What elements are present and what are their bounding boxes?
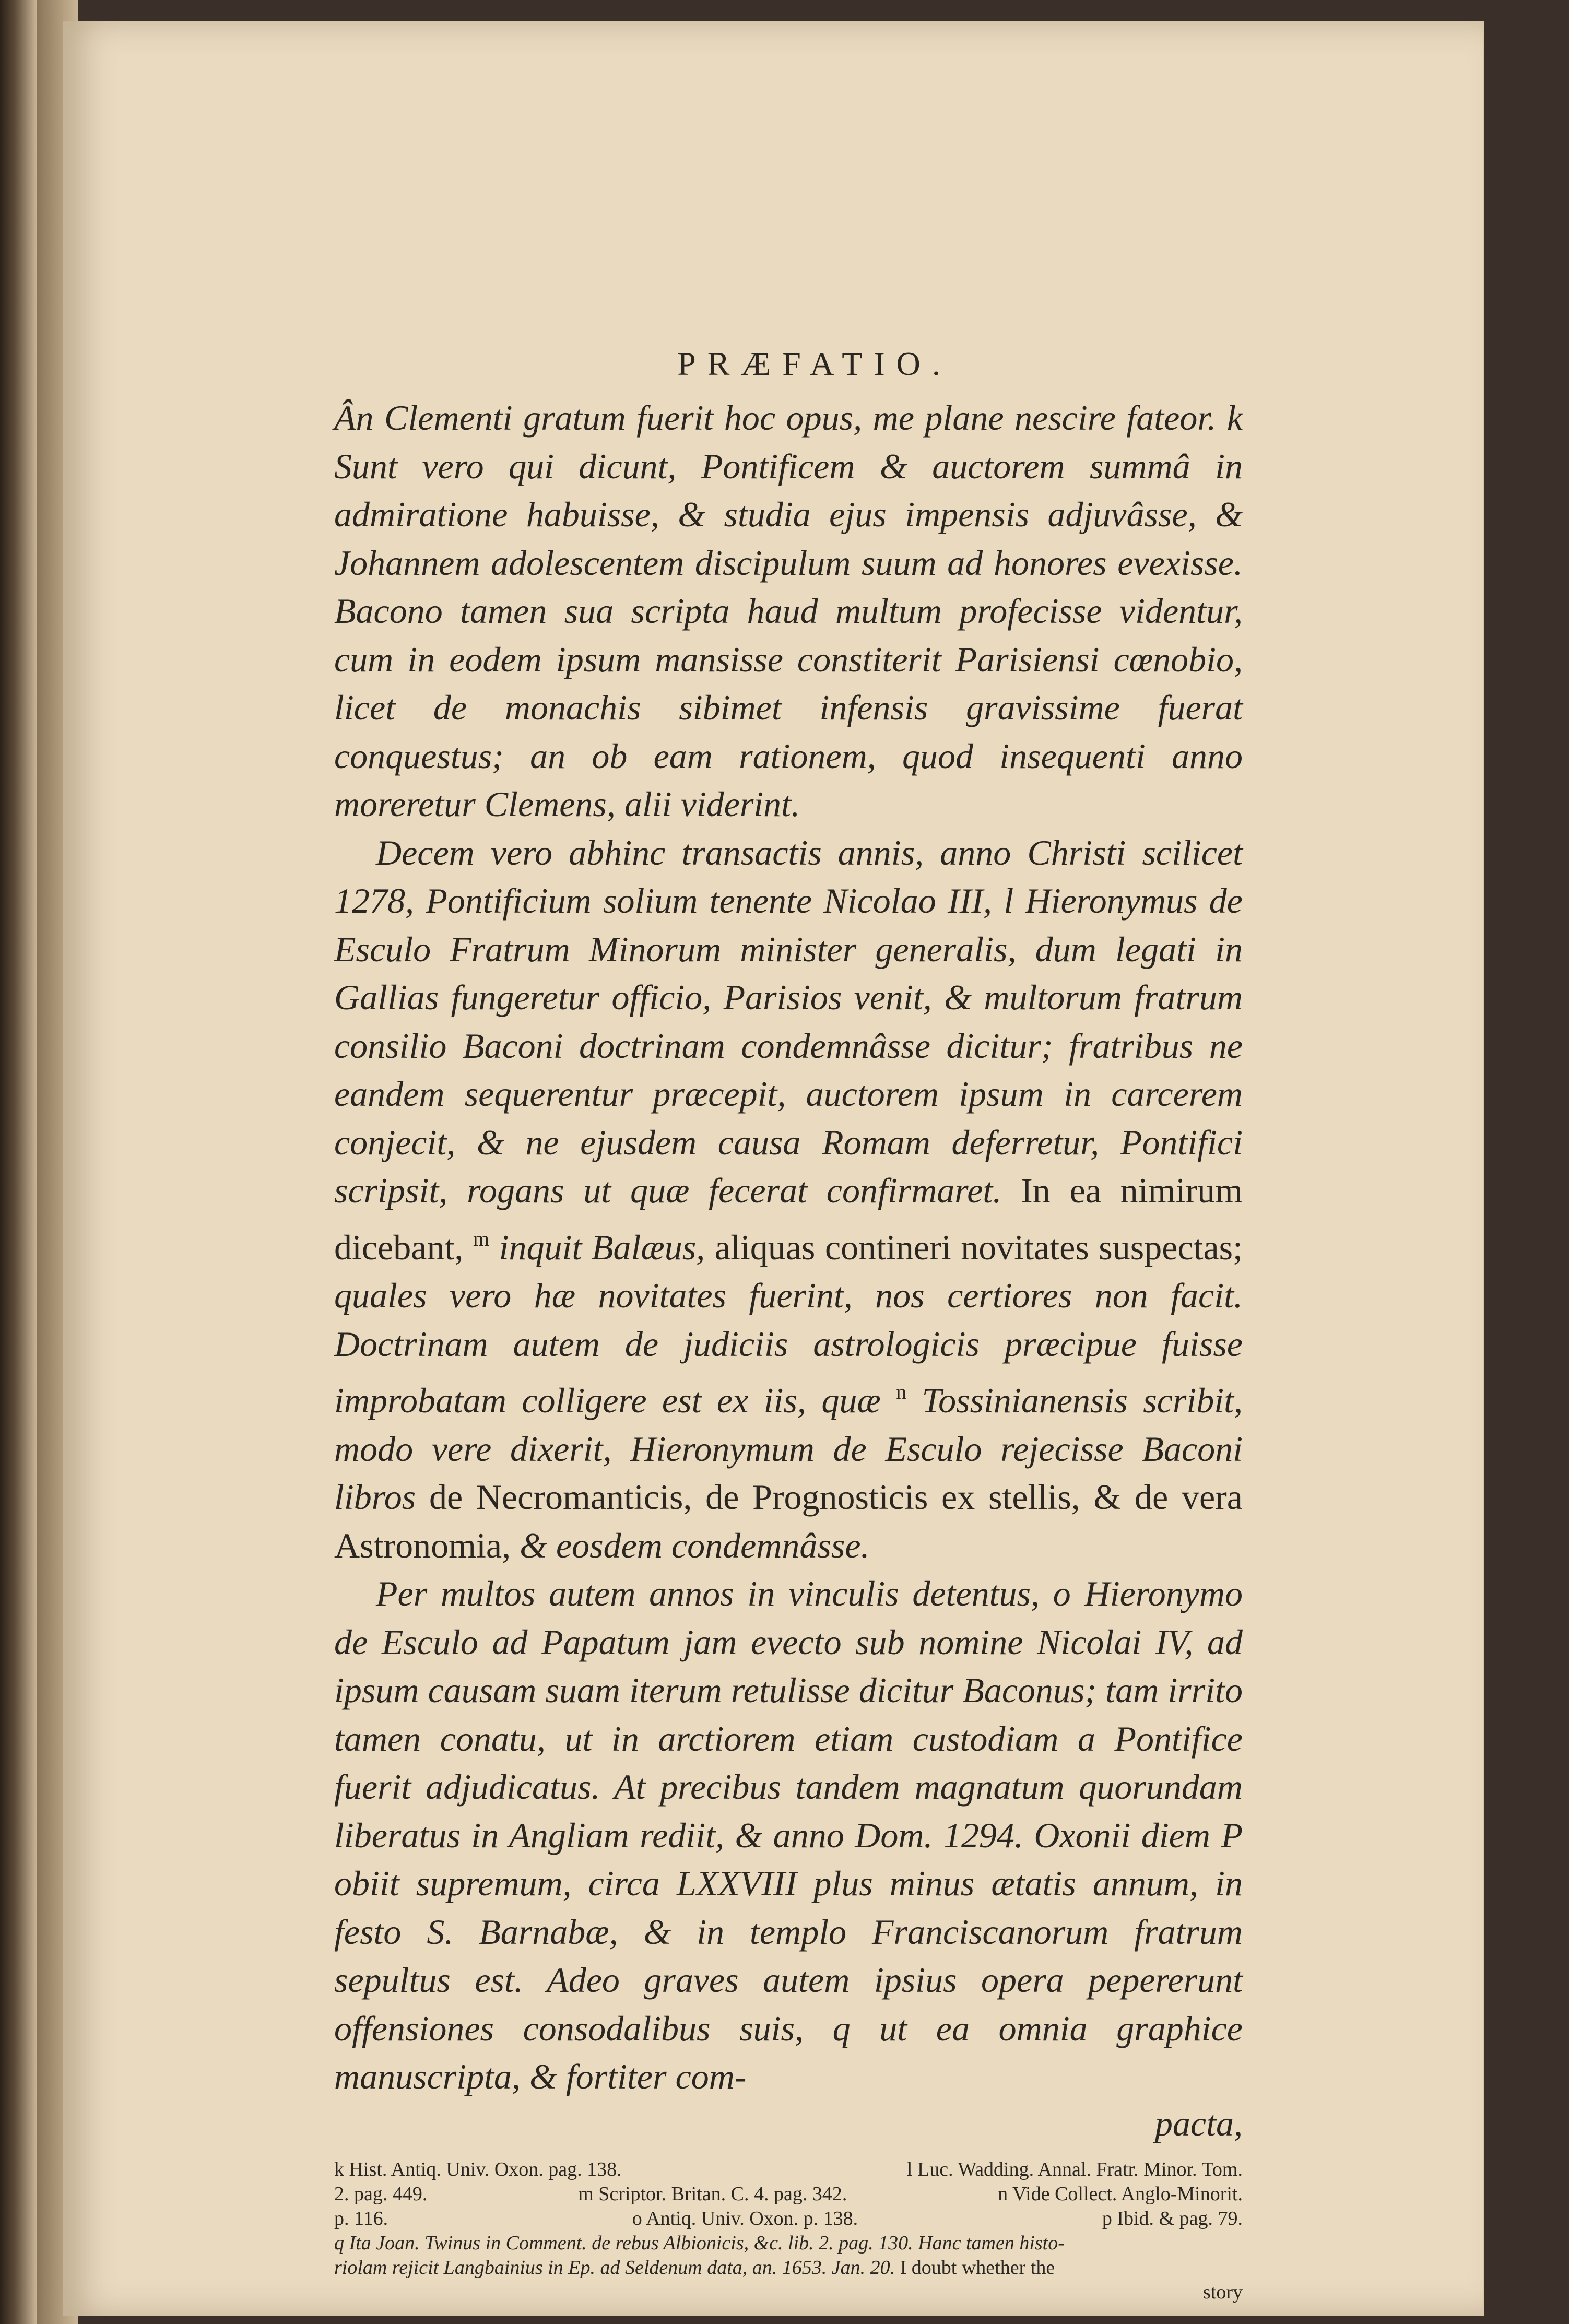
- footnote-l-cont: 2. pag. 449.: [334, 2183, 428, 2205]
- page-text-block: [334, 345, 1243, 2305]
- paragraph-2-upright-1: In ea nimirum dicebant,: [334, 1171, 1243, 1267]
- paragraph-2-italic-2: quales vero hæ novitates fuerint, nos certiores non facit. Doctrinam autem de judiciis astrologicis præcipue fuisse improbatam colligere est ex iis, quæ: [334, 1276, 1243, 1420]
- page-title: PRÆFATIO.: [677, 345, 952, 382]
- footnote-m: m Scriptor. Britan. C. 4. pag. 342.: [578, 2183, 847, 2205]
- footnote-o: o Antiq. Univ. Oxon. p. 138.: [632, 2207, 858, 2229]
- footnote-row-3: [334, 2207, 1243, 2231]
- footnote-n-cont: p. 116.: [334, 2207, 388, 2229]
- paragraph-2-italic-4: & eosdem condemnâsse.: [520, 1525, 870, 1565]
- facing-page-edge: [0, 0, 37, 2324]
- paragraph-2-text: Decem vero abhinc transactis annis, anno Christi scilicet 1278, Pontificium solium tenente Nicolao III, l Hieronymus de Esculo Fratrum Minorum minister generalis, dum legati in Gallias fungeretur officio, Parisios venit, & multorum fratrum consilio Baconi doctrinam condemnâsse dicitur; fratribus ne eandem sequerentur præcepit, auctorem ipsum in carcerem conjecit, & ne ejusdem causa Romam deferretur, Pontifici scripsit, rogans ut quæ fecerat confirmaret.: [334, 832, 1243, 1210]
- paragraph-2-upright-2: aliquas contineri novitates suspectas;: [714, 1227, 1243, 1267]
- footnote-p: p Ibid. & pag. 79.: [1102, 2207, 1243, 2229]
- footnote-q-end: story: [1203, 2281, 1243, 2303]
- paragraph-2-italic-1: inquit Balæus,: [499, 1227, 705, 1267]
- footnote-row-1: [334, 2157, 1243, 2182]
- book-page: [63, 21, 1484, 2316]
- footnote-marker-n: n: [896, 1380, 907, 1403]
- catchword: pacta,: [1154, 2103, 1243, 2143]
- footnote-marker-m: m: [473, 1226, 490, 1251]
- footnote-n: n Vide Collect. Anglo-Minorit.: [998, 2183, 1243, 2205]
- footnote-q-upright: I doubt whether the: [900, 2256, 1055, 2279]
- footnote-row-2: [334, 2182, 1243, 2207]
- footnotes: [334, 2157, 1243, 2305]
- footnote-k: k Hist. Antiq. Univ. Oxon. pag. 138.: [334, 2158, 622, 2180]
- footnote-q-italic: riolam rejicit Langbainius in Ep. ad Seldenum data, an. 1653. Jan. 20.: [334, 2256, 895, 2279]
- paragraph-2-upright-3: de Necromanticis, de Prognosticis ex stellis, & de vera Astronomia,: [334, 1477, 1243, 1565]
- paragraph-2: [334, 829, 1243, 1570]
- paragraph-3: Per multos autem annos in vinculis detentus, o Hieronymo de Esculo ad Papatum jam evecto sub nomine Nicolai IV, ad ipsum causam suam iterum retulisse dicitur Baconus; tam irrito tamen conatu, ut in arctiorem etiam custodiam a Pontifice fuerit adjudicatus. At precibus tandem magnatum quorundam liberatus in Angliam rediit, & anno Dom. 1294. Oxonii diem P obiit supremum, circa LXXVIII plus minus ætatis annum, in festo S. Barnabæ, & in templo Franciscanorum fratrum sepultus est. Adeo graves autem ipsius opera pepererunt offensiones consodalibus suis, q ut ea omnia graphice manuscripta, & fortiter com-: [334, 1574, 1243, 2096]
- footnote-l: l Luc. Wadding. Annal. Fratr. Minor. Tom.: [906, 2158, 1243, 2180]
- paragraph-2-italic-3: Tossinianensis scribit, modo vere dixerit, Hieronymum de Esculo rejecisse Baconi libros: [334, 1381, 1243, 1517]
- footnote-q-cont: [334, 2256, 1243, 2280]
- paragraph-1: Ân Clementi gratum fuerit hoc opus, me plane nescire fateor. k Sunt vero qui dicunt, Pontificem & auctorem summâ in admiratione habuisse, & studia ejus impensis adjuvâsse, & Johannem adolescentem discipulum suum ad honores evexisse. Bacono tamen sua scripta haud multum profecisse videntur, cum in eodem ipsum mansisse constiterit Parisiensi cœnobio, licet de monachis sibimet infensis gravissime fuerat conquestus; an ob eam rationem, quod insequenti anno moreretur Clemens, alii viderint.: [334, 398, 1243, 824]
- footnote-q: q Ita Joan. Twinus in Comment. de rebus Albionicis, &c. lib. 2. pag. 130. Hanc tamen histo-: [334, 2232, 1065, 2254]
